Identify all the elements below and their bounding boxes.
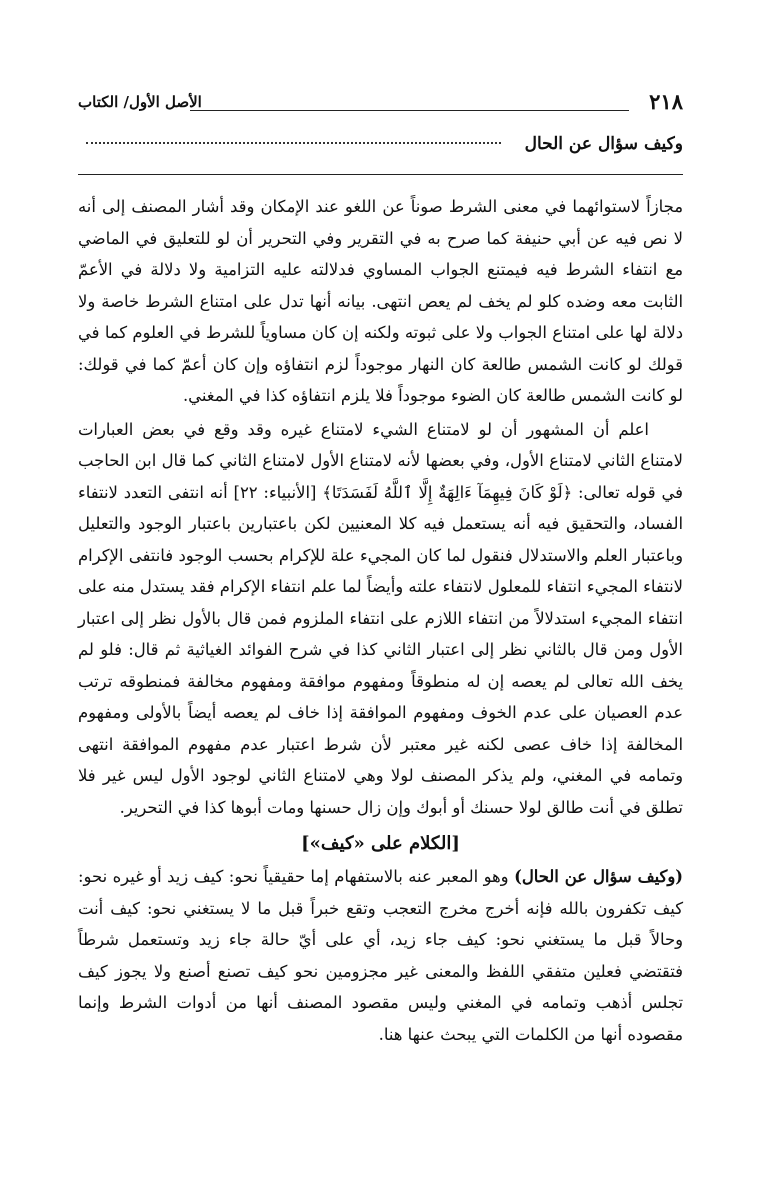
page-number: ٢١٨ xyxy=(649,89,683,114)
commentary-divider xyxy=(78,174,683,175)
lemma-text: وكيف سؤال عن الحال xyxy=(524,134,683,154)
paragraph-2: اعلم أن المشهور أن لو لامتناع الشيء لامتناع غيره وقد وقع في بعض العبارات لامتناع الثاني لامتناع الأول، وفي بعضها لأنه لامتناع الأول لامتناع الثاني كما قال ابن الحاجب في قوله تعالى: ﴿لَوْ كَانَ فِيهِمَآ ءَالِهَةٌ إِلَّا ٱللَّهُ لَفَسَدَتَا﴾ [الأنبياء: ٢٢] أنه انتفى التعدد لانتفاء الفساد، والتحقيق فيه أنه يستعمل فيه كلا المعنيين لكن باعتبارين باعتبار الوجود والتعليل وباعتبار العلم والاستدلال فنقول لما كان المجيء علة للإكرام بحسب الوجود فانتفى الإكرام لانتفاء المجيء انتفاء للمعلول لانتفاء علته وأيضاً لما علم انتفاء الإكرام فقد يستدل منه على انتفاء المجيء استدلالاً من انتفاء اللازم على انتفاء الملزوم فمن قال بالأول نظر إلى اعتبار الأول ومن قال بالثاني نظر إلى اعتبار الثاني كذا في شرح الفوائد الغياثية ثم قال: فلو لم يخف الله تعالى لم يعصه إن له منطوقاً ومفهوم موافقة ومفهوم مخالفة فمنطوقه ترتب عدم العصيان على عدم الخوف ومفهوم الموافقة إذا خاف لم يعصه أيضاً بالأولى ومفهوم المخالفة إذا خاف عصى لكنه غير معتبر لأن شرط اعتبار عدم مفهوم الموافقة انتهى وتمامه في المغني، ولم يذكر المصنف لولا وهي لامتناع الثاني لوجود الأول ليس غير فلا تطلق في أنت طالق لولا حسنك أو أبوك وإن زال حسنها ومات أبوها كذا في التحرير. xyxy=(78,419,683,817)
section-paragraph xyxy=(78,861,683,1050)
lemma-line xyxy=(78,128,683,168)
page-header xyxy=(78,88,683,118)
section-heading: [الكلام على «كيف»] xyxy=(301,833,460,854)
paragraph-1: مجازاً لاستوائهما في معنى الشرط صوناً عن اللغو عند الإمكان وقد أشار المصنف إلى أنه لا نص فيه عن أبي حنيفة كما صرح به في التقرير وفي التحرير أن لو للتعليق في الماضي مع انتفاء الشرط فيه فيمتنع الجواب المساوي فدلالته عليه التزامية ولا دلالة في الأعمّ الثابت معه وضده كلو لم يخف لم يعص انتهى. بيانه أنها تدل على امتناع الشرط خاصة ولا دلالة لها على امتناع الجواب ولا على ثبوته ولكنه إن كان مساوياً للشرط في العلوم كما في قولك لو كانت الشمس طالعة كان النهار موجوداً لزم انتفاؤه وإن كان أعمّ كما في قولك: لو كانت الشمس طالعة كان الضوء موجوداً فلا يلزم انتفاؤه كذا في المغني. xyxy=(78,197,683,405)
book-page xyxy=(78,88,683,1050)
section-text: وهو المعبر عنه بالاستفهام إما حقيقياً نحو: كيف زيد أو غيره نحو: كيف تكفرون بالله فإنه أخرج مخرج التعجب وتقع خبراً قبل ما لا يستغني نحو: كيف أنت وحالاً قبل ما يستغني نحو: كيف جاء زيد، أي على أيّ حالة جاء زيد وتستعمل شرطاً فتقتضي فعلين متفقي اللفظ والمعنى غير مجزومين نحو كيف تصنع أصنع ولا يجوز كيف تجلس أذهب وتمامه في المغني وليس مقصود المصنف أنها من أدوات الشرط وإنما مقصوده أنها من الكلمات التي يبحث عنها هنا. xyxy=(78,867,684,1044)
header-divider xyxy=(190,110,629,111)
lemma-dotted-leader xyxy=(86,142,501,144)
section-lead: (وكيف سؤال عن الحال) xyxy=(514,867,683,886)
running-title: الأصل الأول/ الكتاب xyxy=(78,93,202,111)
